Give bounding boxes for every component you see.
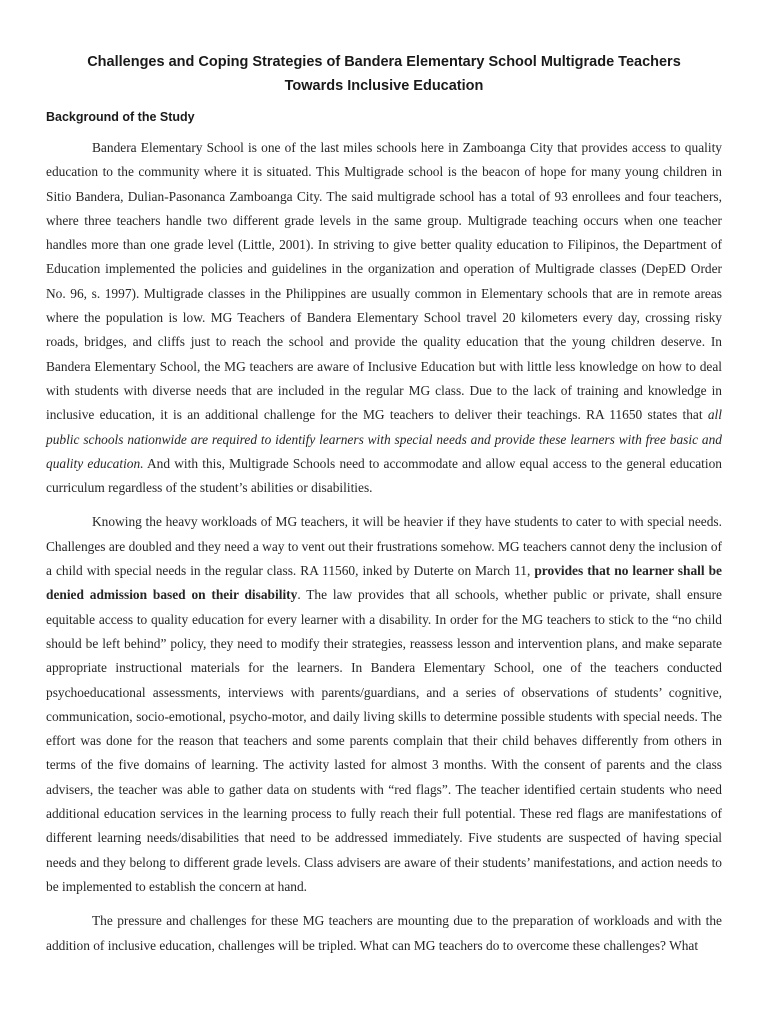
document-page [46, 50, 722, 958]
title-line-1: Challenges and Coping Strategies of Bandera Elementary School Multigrade Teachers [87, 54, 681, 70]
paragraph-1 [46, 136, 722, 500]
paragraph-1-text-b: And with this, Multigrade Schools need to accommodate and allow equal access to the general education curriculum regardless of the student’s abilities or disabilities. [46, 455, 722, 496]
section-heading: Background of the Study [46, 110, 195, 124]
paragraph-3-text-a: The pressure and challenges for these MG teachers are mounting due to the preparation of workloads and with the addition of inclusive education, challenges will be tripled. What can MG teachers do to overcome these challenges? What [46, 913, 722, 953]
paragraph-3 [46, 909, 722, 958]
title-line-2: Towards Inclusive Education [284, 78, 484, 94]
paragraph-1-italic-quote: all public schools nationwide are required to identify learners with special needs and provide these learners with free basic and quality education. [46, 407, 722, 471]
paragraph-2 [46, 510, 722, 899]
paragraph-2-text-a: Knowing the heavy workloads of MG teachers, it will be heavier if they have students to cater to with special needs. Challenges are doubled and they need a way to vent out their frustrations somehow. MG teachers cannot deny the inclusion of a child with special needs in the regular class. RA 11560, inked by Duterte on March 11, [46, 514, 722, 579]
document-title [46, 50, 722, 98]
paragraph-1-text-a: Bandera Elementary School is one of the last miles schools here in Zamboanga City that provides access to quality education to the community where it is situated. This Multigrade school is the beacon of hope for many young children in Sitio Bandera, Dulian-Pasonanca Zamboanga City. The said multigrade school has a total of 93 enrollees and four teachers, where three teachers handle two different grade levels in the same group. Multigrade teaching occurs when one teacher handles more than one grade level (Little, 2001). In striving to give better quality education to Filipinos, the Department of Education implemented the policies and guidelines in the organization and operation of Multigrade classes (DepED Order No. 96, s. 1997). Multigrade classes in the Philippines are usually common in Elementary schools that are in remote areas where the population is low. MG Teachers of Bandera Elementary School travel 20 kilometers every day, crossing risky roads, bridges, and cliffs just to reach the school and provide the quality education that the young children deserve. In Bandera Elementary School, the MG teachers are aware of Inclusive Education but with little less knowledge on how to deal with students with diverse needs that are included in the regular MG class. Due to the lack of training and knowledge in inclusive education, it is an additional challenge for the MG teachers to deliver their teachings. RA 11650 states that [46, 140, 722, 423]
paragraph-2-bold-quote: provides that no learner shall be denied admission based on their disability [46, 563, 722, 603]
paragraph-2-text-b: . The law provides that all schools, whether public or private, shall ensure equitable access to quality education for every learner with a disability. In order for the MG teachers to stick to the “no child should be left behind” policy, they need to modify their strategies, reassess lesson and intervention plans, and make separate appropriate instructional materials for the learners. In Bandera Elementary School, one of the teachers conducted psychoeducational assessments, interviews with parents/guardians, and a series of observations of students’ cognitive, communication, socio-emotional, psycho-motor, and daily living skills to determine possible students with special needs. The effort was done for the reason that teachers and some parents complain that their child behaves differently from others in terms of the five domains of learning. The activity lasted for almost 3 months. With the consent of parents and the class advisers, the teacher was able to gather data on students with “red flags”. The teacher identified certain students who need additional education services in the learning process to fully reach their full potential. These red flags are manifestations of different learning needs/disabilities that need to be addressed immediately. Five students are suspected of having special needs and they belong to different grade levels. Class advisers are aware of their students’ manifestations, and action needs to be implemented to establish the concern at hand. [46, 587, 722, 894]
